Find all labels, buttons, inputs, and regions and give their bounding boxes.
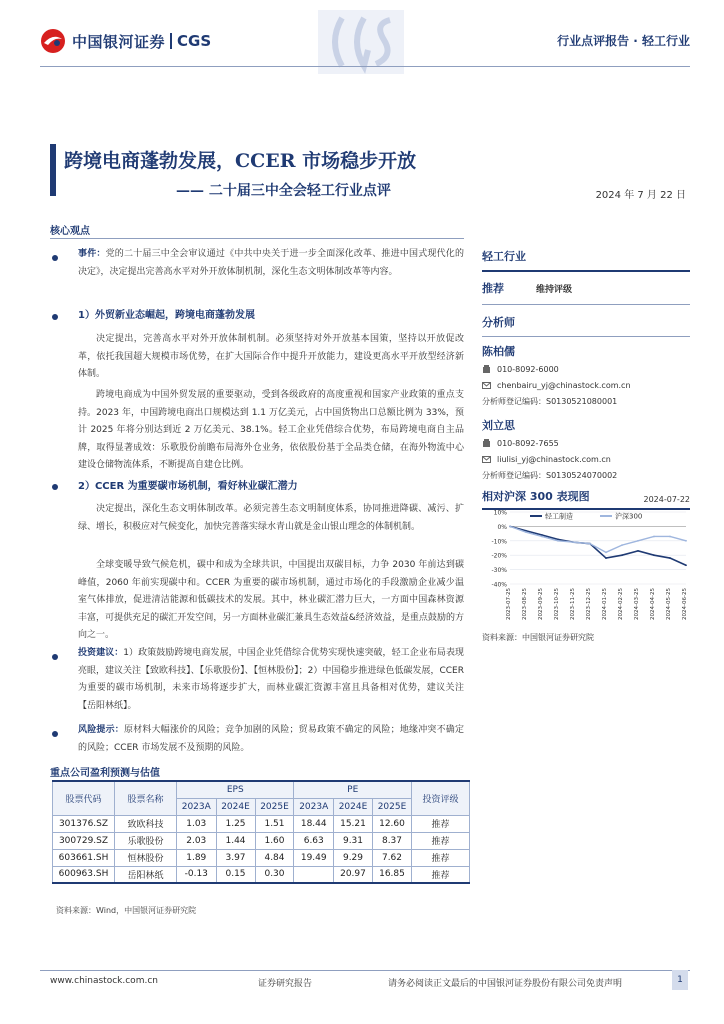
cell-eps: 0.30 (255, 866, 294, 883)
risk-bullet-icon (52, 731, 58, 737)
cell-rating: 推荐 (412, 832, 470, 849)
year-header: 2025E (372, 798, 411, 815)
chart-legend-label: 轻工制造 (545, 512, 573, 521)
cell-code: 600963.SH (53, 866, 115, 883)
analyst-2-email[interactable]: liulisi_yj@chinastock.com.cn (497, 454, 611, 464)
table-row (53, 832, 470, 849)
chart-data-point (637, 550, 639, 552)
year-header: 2024E (216, 798, 255, 815)
rating-value: 维持评级 (536, 284, 573, 295)
chart-y-tick-label: -20% (491, 552, 507, 560)
footer-divider (40, 970, 690, 971)
chart-x-tick-label: 2024-05-25 (666, 588, 672, 620)
year-header: 2024E (334, 798, 373, 815)
section2-bullet-icon (52, 484, 58, 490)
cell-pe: 15.21 (334, 815, 373, 832)
logo-text-en: CGS (177, 32, 212, 50)
risk-text: 原材料大幅涨价的风险；竞争加剧的风险；贸易政策不确定的风险；地缘冲突不确定的风险；CCER 市场发展不及预期的风险。 (78, 725, 464, 753)
chart-data-point (653, 536, 655, 538)
chart-x-tick-label: 2024-06-25 (682, 588, 688, 620)
cell-eps: 1.03 (177, 815, 217, 832)
chart-data-point (669, 557, 671, 559)
header-pe: PE (294, 781, 412, 798)
header-code: 股票代码 (53, 781, 115, 815)
report-title: 跨境电商蓬勃发展，CCER 市场稳步开放 (64, 150, 417, 172)
cell-code: 301376.SZ (53, 815, 115, 832)
rating-divider (482, 304, 690, 305)
report-date: 2024 年 7 月 22 日 (595, 190, 686, 201)
chart-y-tick-label: -30% (491, 567, 507, 575)
cell-pe: 12.60 (372, 815, 411, 832)
cell-pe: 7.62 (372, 849, 411, 866)
table-row (53, 815, 470, 832)
header-name: 股票名称 (115, 781, 177, 815)
cell-code: 603661.SH (53, 849, 115, 866)
chart-x-tick-label: 2023-11-25 (570, 588, 576, 620)
chart-data-point (653, 554, 655, 556)
table-row (53, 849, 470, 866)
cell-pe: 8.37 (372, 832, 411, 849)
cell-name: 致欧科技 (115, 815, 177, 832)
analyst-2-cert: 分析师登记编码：S0130524070002 (482, 470, 618, 480)
chart-title: 相对沪深 300 表现图 (482, 490, 590, 503)
invest-label: 投资建议： (78, 648, 124, 658)
analyst-2-phone-row (482, 435, 690, 451)
header-eps: EPS (177, 781, 294, 798)
event-bullet-icon (52, 255, 58, 261)
table-header-row (53, 781, 470, 798)
analyst-divider (482, 336, 690, 337)
cell-pe: 9.31 (334, 832, 373, 849)
chart-data-point (605, 557, 607, 559)
cell-eps: -0.13 (177, 866, 217, 883)
industry-divider (482, 270, 690, 272)
chart-x-tick-label: 2023-08-25 (522, 588, 528, 620)
core-view-label: 核心观点 (50, 226, 90, 237)
cell-eps: 4.84 (255, 849, 294, 866)
chart-data-point (637, 540, 639, 542)
chart-data-point (541, 536, 543, 538)
page-number: 1 (672, 970, 688, 990)
chart-source: 资料来源：中国银河证券研究院 (482, 633, 594, 642)
cell-eps: 3.97 (216, 849, 255, 866)
invest-bullet-icon (52, 654, 58, 660)
cell-eps: 1.60 (255, 832, 294, 849)
table-row (53, 866, 470, 883)
chart-x-tick-label: 2023-07-25 (506, 588, 512, 620)
cell-eps: 1.25 (216, 815, 255, 832)
header-rating: 投资评级 (412, 781, 470, 815)
chart-y-tick-label: 10% (493, 509, 507, 517)
section2-paragraph-2: 全球变暖导致气候危机，碳中和成为全球共识，中国提出双碳目标，力争 2030 年前达到碳峰值，2060 年前实现碳中和。CCER 为重要的碳市场机制，通过市场化的手段激励企业减少温室气体排放，促进清洁能源和低碳技术的发展。其中，林业碳汇潜力巨大，一方面中国森林资源丰富，可提供充足的碳汇开发空间，另一方面林业碳汇兼具生态效益&经济效益，是重点鼓励的方向之一。 (78, 560, 464, 640)
event-label: 事件： (78, 249, 106, 259)
forecast-table-title: 重点公司盈利预测与估值 (50, 768, 160, 779)
cell-eps: 0.15 (216, 866, 255, 883)
cell-pe: 6.63 (294, 832, 334, 849)
cell-name: 恒林股份 (115, 849, 177, 866)
chart-data-point (685, 540, 687, 542)
risk-paragraph (78, 722, 464, 757)
email-icon (482, 381, 491, 390)
section2-paragraph-1: 决定提出，深化生态文明体制改革。必须完善生态文明制度体系，协同推进降碳、减污、扩绿、增长，积极应对气候变化，加快完善落实绿水青山就是金山银山理念的体制机制。 (78, 504, 464, 532)
analyst-2-email-row (482, 451, 690, 467)
chart-data-point (621, 554, 623, 556)
year-header: 2025E (255, 798, 294, 815)
galaxy-logo-icon (40, 28, 66, 54)
chart-data-point (573, 541, 575, 543)
analyst-label: 分析师 (482, 316, 515, 329)
footer-label: 证券研究报告 (258, 979, 313, 989)
chart-legend-label: 沪深300 (615, 512, 643, 521)
analyst-1-email[interactable]: chenbairu_yj@chinastock.com.cn (497, 380, 631, 390)
chart-y-tick-label: -40% (491, 581, 507, 589)
title-accent-bar (50, 144, 56, 196)
chart-data-point (605, 551, 607, 553)
chart-x-tick-label: 2023-10-25 (554, 588, 560, 620)
section1-paragraph-2: 跨境电商成为中国外贸发展的重要驱动，受到各级政府的高度重视和国家产业政策的重点支持。2023 年，中国跨境电商出口规模达到 1.1 万亿美元，占中国货物出口总额比例为 33%，预计 2025 年将分别达到近 2 万亿美元、38.1%。轻工企业凭借综合优势，布局跨境电商自主品牌，取得显著成效：乐歌股份前瞻布局海外仓业务，依依股份基于全品类仓储，在海外物流中心建设仓储物流体系，不断提高自建仓比例。 (78, 390, 464, 470)
year-header: 2023A (294, 798, 334, 815)
chart-y-tick-label: -10% (491, 538, 507, 546)
chart-data-point (525, 531, 527, 533)
logo-divider (170, 33, 172, 49)
core-view-divider (50, 238, 464, 239)
phone-icon (482, 365, 491, 374)
analyst-block (482, 314, 690, 483)
chart-series-line (510, 526, 686, 565)
cell-eps: 1.51 (255, 815, 294, 832)
section1-paragraph-1: 决定提出，完善高水平对外开放体制机制。必须坚持对外开放基本国策，坚持以开放促改革，依托我国超大规模市场优势，在扩大国际合作中提升开放能力，建设更高水平开放型经济新体制。 (78, 334, 464, 379)
cell-name: 岳阳林纸 (115, 866, 177, 883)
cell-eps: 2.03 (177, 832, 217, 849)
chart-x-tick-label: 2024-01-25 (602, 588, 608, 620)
invest-paragraph (78, 645, 464, 715)
footer-site-link[interactable]: www.chinastock.com.cn (50, 976, 158, 986)
performance-chart (480, 506, 692, 636)
forecast-table (52, 780, 470, 884)
cell-pe: 20.97 (334, 866, 373, 883)
analyst-1-email-row (482, 377, 690, 393)
rating-label: 推荐 (482, 282, 504, 295)
chart-x-tick-label: 2024-02-25 (618, 588, 624, 620)
report-type: 行业点评报告 · 轻工行业 (557, 34, 690, 48)
brand-logo (40, 28, 211, 54)
cell-eps: 1.44 (216, 832, 255, 849)
chart-x-tick-label: 2023-12-25 (586, 588, 592, 620)
cell-code: 300729.SZ (53, 832, 115, 849)
chart-data-point (621, 544, 623, 546)
cell-pe (294, 866, 334, 883)
rating-row (482, 280, 690, 296)
cell-pe: 19.49 (294, 849, 334, 866)
analyst-2-phone: 010-8092-7655 (497, 438, 559, 448)
industry-label: 轻工行业 (482, 250, 526, 263)
phone-icon (482, 439, 491, 448)
email-icon (482, 455, 491, 464)
chart-data-point (557, 540, 559, 542)
cell-pe: 18.44 (294, 815, 334, 832)
cell-pe: 16.85 (372, 866, 411, 883)
invest-text: 1）政策鼓励跨境电商发展，中国企业凭借综合优势实现快速突破，轻工企业布局表现亮眼，建议关注【致欧科技】、【乐歌股份】、【恒林股份】；2）中国稳步推进绿色低碳发展，CCER 为重要的碳市场机制，未来市场将逐步扩大，而林业碳汇资源丰富且具备相对优势，建议关注【岳阳林纸】。 (78, 648, 464, 711)
risk-label: 风险提示： (78, 725, 124, 735)
section1-title: 1）外贸新业态崛起，跨境电商蓬勃发展 (78, 310, 255, 321)
chart-x-tick-label: 2024-04-25 (650, 588, 656, 620)
event-paragraph (78, 246, 464, 281)
analyst-1-cert: 分析师登记编码：S0130521080001 (482, 396, 618, 406)
chart-y-tick-label: 0% (497, 523, 507, 531)
analyst-2-name: 刘立思 (482, 419, 515, 432)
cell-pe: 9.29 (334, 849, 373, 866)
cell-eps: 1.89 (177, 849, 217, 866)
report-subtitle: —— 二十届三中全会轻工行业点评 (176, 183, 391, 199)
industry-block (482, 248, 690, 305)
cell-name: 乐歌股份 (115, 832, 177, 849)
year-header: 2023A (177, 798, 217, 815)
section1-bullet-icon (52, 314, 58, 320)
chart-date: 2024-07-22 (643, 495, 690, 504)
chart-series-line (510, 526, 686, 552)
event-text: 党的二十届三中全会审议通过《中共中央关于进一步全面深化改革、推进中国式现代化的决定》，决定提出完善高水平对外开放体制机制，深化生态文明体制改革等内容。 (78, 249, 464, 277)
analyst-1-phone-row (482, 361, 690, 377)
chart-data-point (669, 536, 671, 538)
header-divider (40, 66, 690, 67)
chart-x-tick-label: 2023-09-25 (538, 588, 544, 620)
chart-data-point (589, 543, 591, 545)
cell-rating: 推荐 (412, 866, 470, 883)
chart-data-point (685, 564, 687, 566)
chart-data-point (509, 526, 511, 528)
cell-rating: 推荐 (412, 849, 470, 866)
logo-text-cn: 中国银河证券 (72, 32, 166, 51)
footer-disclaimer: 请务必阅读正文最后的中国银河证券股份有限公司免责声明 (388, 979, 623, 989)
analyst-1-name: 陈柏儒 (482, 345, 515, 358)
cgs-watermark-icon (318, 10, 404, 74)
chart-title-row (482, 488, 690, 504)
analyst-1-phone: 010-8092-6000 (497, 364, 559, 374)
table-source: 资料来源：Wind，中国银河证券研究院 (56, 906, 197, 915)
section2-title: 2）CCER 为重要碳市场机制，看好林业碳汇潜力 (78, 481, 298, 492)
chart-x-tick-label: 2024-03-25 (634, 588, 640, 620)
cell-rating: 推荐 (412, 815, 470, 832)
